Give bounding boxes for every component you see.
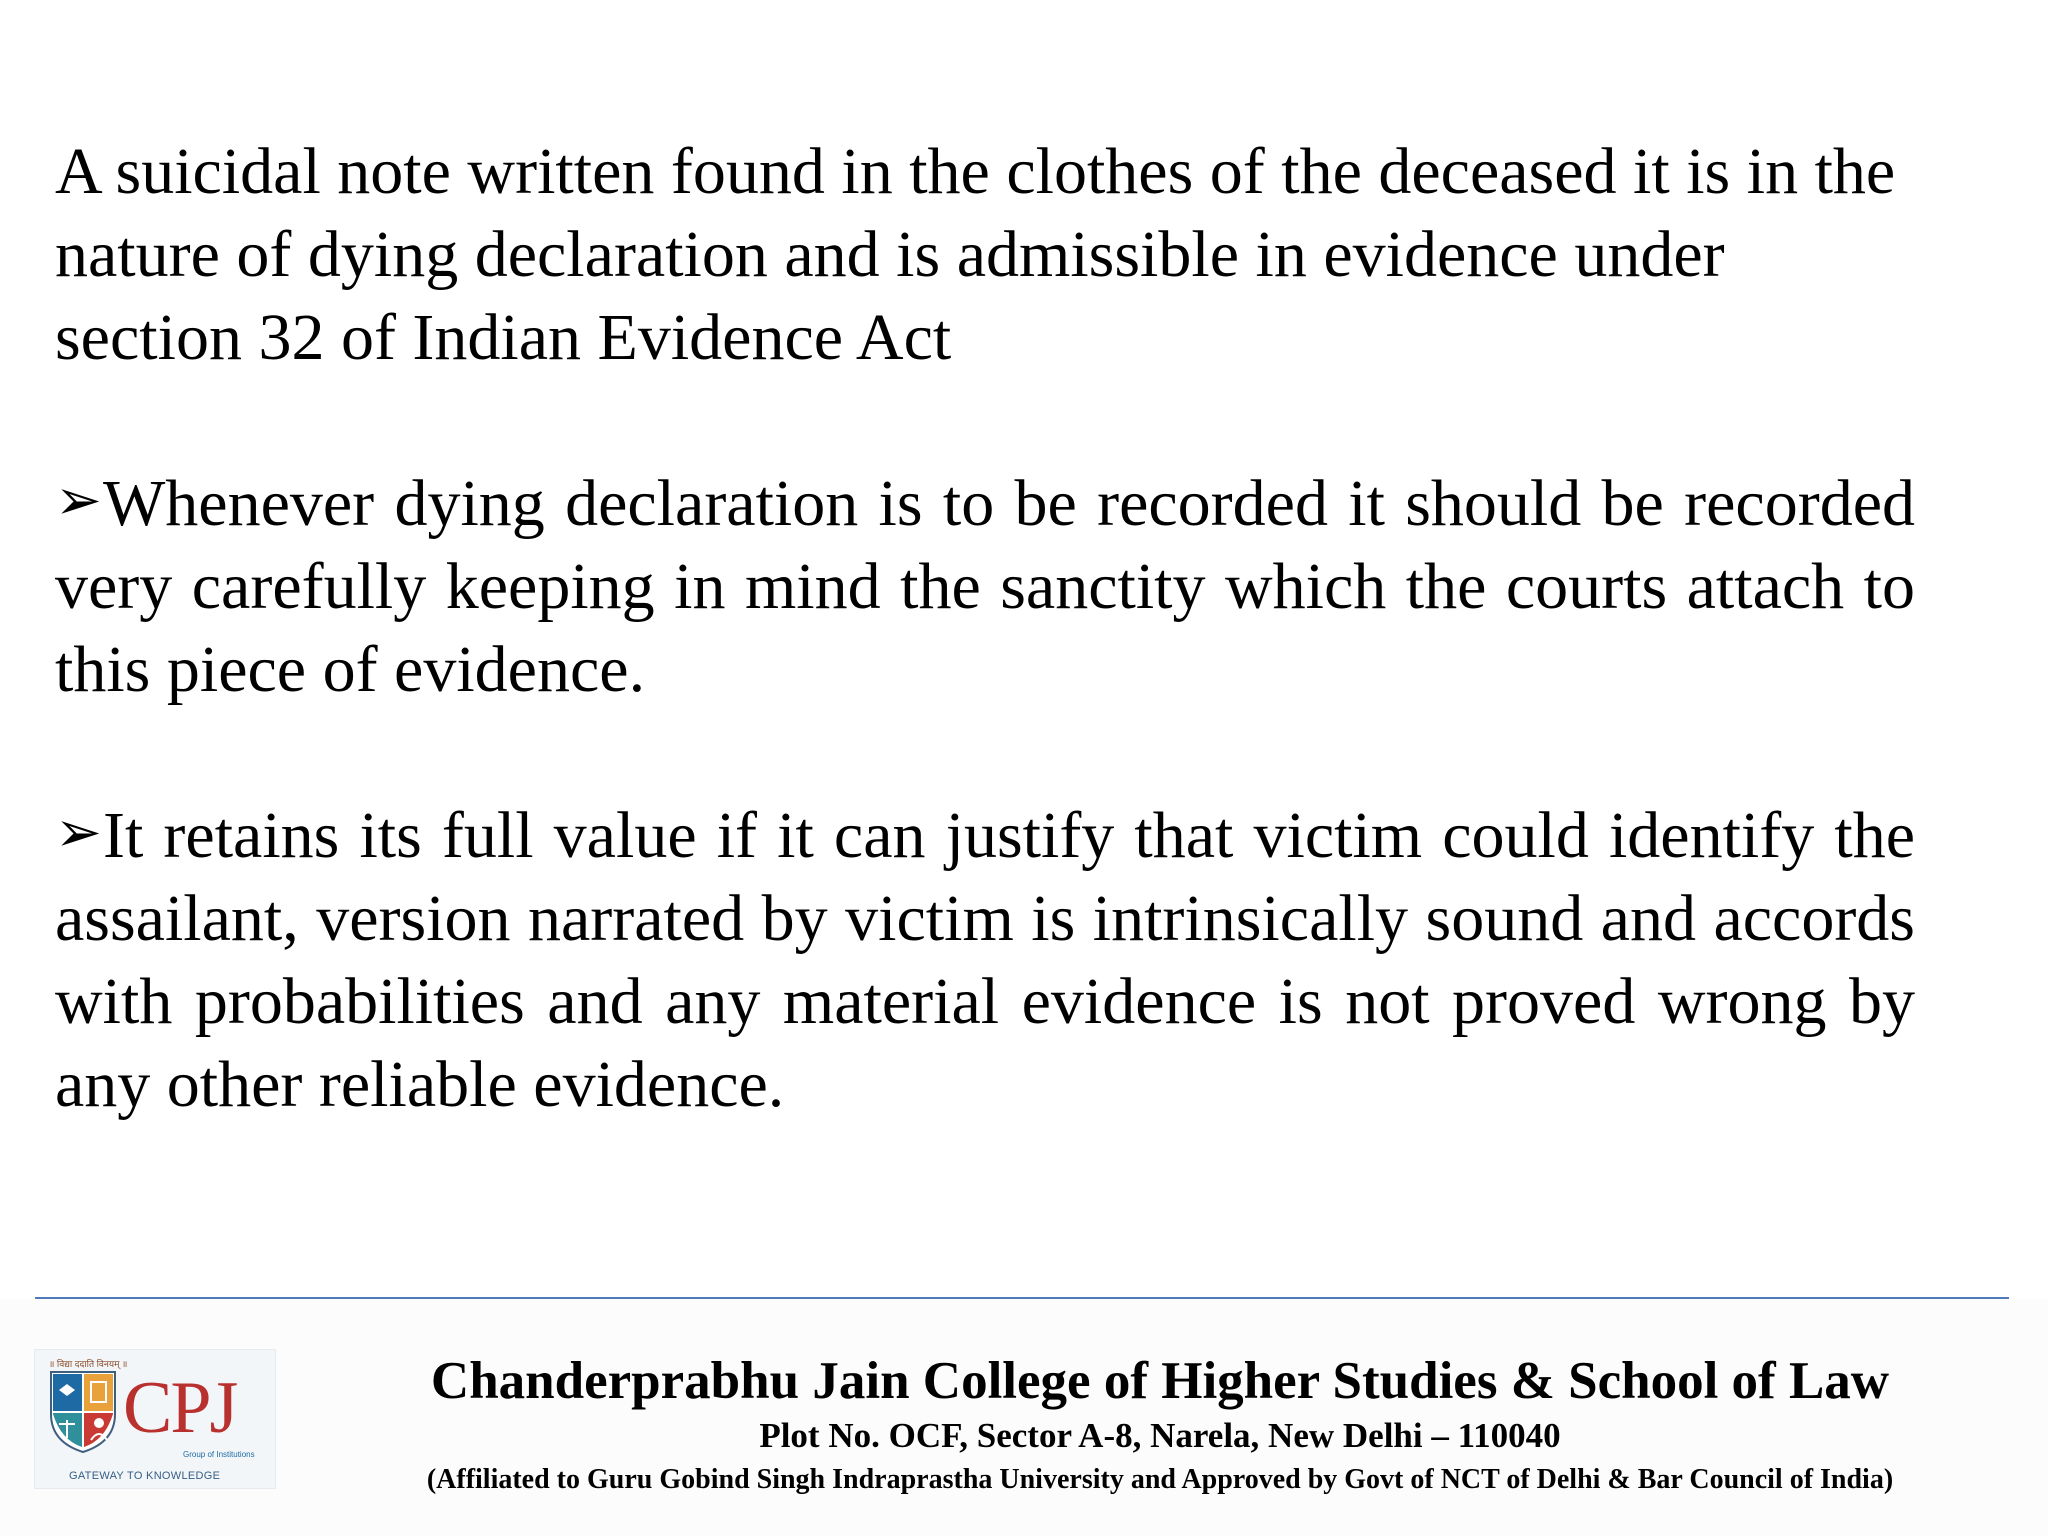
logo-group-label: Group of Institutions [183,1450,255,1459]
paragraph-suicide-note [55,130,1915,379]
slide-body [55,130,1915,1126]
bullet-item-recording [55,462,1915,711]
logo-gateway-label: GATEWAY TO KNOWLEDGE [69,1470,221,1482]
logo-wordmark: CPJ [123,1367,237,1449]
college-affiliation: (Affiliated to Guru Gobind Singh Indraprastha University and Approved by Govt of NCT of Delhi & Bar Council of India) [426,1464,1894,1495]
bullet-item-full-value [55,794,1915,1126]
arrow-bullet-icon: ➢ [55,802,102,864]
shield-emblem-icon [47,1368,119,1454]
bullet-text: Whenever dying declaration is to be recorded it should be recorded very carefully keeping in mind the sanctity which the courts attach to this piece of evidence. [55,467,1915,706]
college-address: Plot No. OCF, Sector A-8, Narela, New Delhi – 110040 [759,1416,1561,1455]
footer [0,1299,2048,1536]
paragraph-text: A suicidal note written found in the clothes of the deceased it is in the nature of dying declaration and is admissible in evidence under section 32 of Indian Evidence Act [55,135,1896,374]
logo-tagline: ॥ विद्या ददाति विनयम् ॥ [49,1359,128,1369]
college-logo [34,1349,276,1489]
college-name: Chanderprabhu Jain College of Higher Studies & School of Law [430,1352,1890,1410]
arrow-bullet-icon: ➢ [55,470,102,532]
bullet-text: It retains its full value if it can justify that victim could identify the assailant, version narrated by victim is intrinsically sound and accords with probabilities and any material evidence is not proved wrong by any other reliable evidence. [55,799,1915,1121]
